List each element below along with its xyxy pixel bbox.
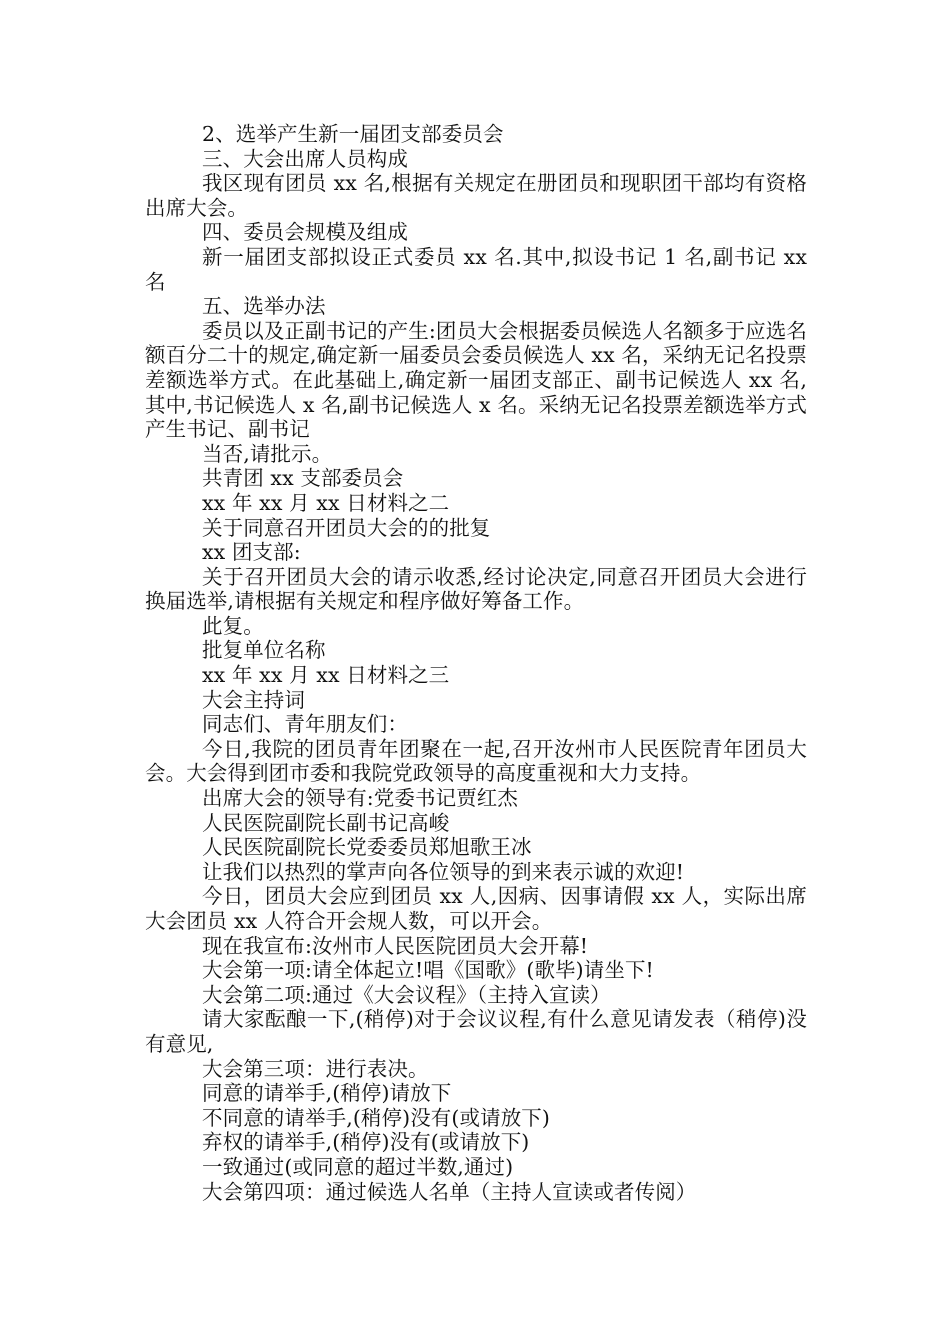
paragraph: 一致通过(或同意的超过半数,通过): [202, 1154, 514, 1179]
paragraph: 不同意的请举手,(稍停)没有(或请放下): [202, 1105, 551, 1130]
salutation: xx 团支部:: [202, 540, 301, 565]
paragraph: 我区现有团员 xx 名,根据有关规定在册团员和现职团干部均有资格出席大会。: [145, 171, 807, 220]
paragraph: 让我们以热烈的掌声向各位领导的到来表示诚的欢迎!: [202, 859, 685, 884]
paragraph: 今日，团员大会应到团员 xx 人,因病、因事请假 xx 人，实际出席大会团员 xx 人符合开会规人数，可以开会。: [145, 884, 807, 933]
paragraph: 当否,请批示。: [202, 441, 333, 466]
paragraph: 2、选举产生新一届团支部委员会: [202, 122, 504, 146]
signature-line: 共青团 xx 支部委员会: [202, 466, 404, 491]
paragraph: 出席大会的领导有:党委书记贾红杰: [202, 786, 519, 811]
paragraph: 大会第三项：进行表决。: [202, 1056, 429, 1081]
signature-line: 批复单位名称: [202, 638, 326, 663]
document-body: [145, 122, 807, 1204]
paragraph: 人民医院副院长副书记高峻: [202, 810, 450, 835]
paragraph: 人民医院副院长党委委员郑旭歌王冰: [202, 835, 532, 860]
paragraph: 大会第四项：通过候选人名单（主持人宣读或者传阅）: [202, 1179, 697, 1204]
document-title: 大会主持词: [202, 687, 305, 712]
section-heading: 四、委员会规模及组成: [202, 220, 408, 245]
paragraph: 新一届团支部拟设正式委员 xx 名.其中,拟设书记 1 名,副书记 xx 名: [145, 244, 807, 294]
paragraph: 关于召开团员大会的请示收悉,经讨论决定,同意召开团员大会进行换届选举,请根据有关规定和程序做好筹备工作。: [145, 564, 807, 614]
section-heading: 五、选举办法: [202, 294, 326, 319]
paragraph: 大会第一项:请全体起立!唱《国歌》(歌毕)请坐下!: [202, 958, 654, 983]
paragraph: 现在我宣布:汝州市人民医院团员大会开幕!: [202, 933, 589, 958]
paragraph: 今日,我院的团员青年团聚在一起,召开汝州市人民医院青年团员大会。大会得到团市委和我院党政领导的高度重视和大力支持。: [145, 736, 807, 786]
paragraph: 此复。: [202, 613, 264, 638]
paragraph: 大会第二项:通过《大会议程》（主持入宣读）: [202, 982, 611, 1007]
paragraph: 请大家酝酿一下,(稍停)对于会议议程,有什么意见请发表（稍停)没有意见,: [145, 1007, 807, 1056]
salutation: 同志们、青年朋友们：: [202, 712, 408, 737]
paragraph: 委员以及正副书记的产生:团员大会根据委员候选人名额多于应选名额百分二十的规定,确定新一届委员会委员候选人 xx 名，采纳无记名投票差额选举方式。在此基础上,确定新一届团支部正、副书记候选人 xx 名,其中,书记候选人 x 名,副书记候选人 x 名。采纳无记名投票差额选举方式产生书记、副书记: [145, 318, 807, 442]
date-line: xx 年 xx 月 xx 日材料之三: [202, 663, 450, 688]
section-heading: 三、大会出席人员构成: [202, 146, 408, 171]
paragraph: 同意的请举手,(稍停)请放下: [202, 1081, 452, 1106]
document-title: 关于同意召开团员大会的的批复: [202, 515, 491, 540]
paragraph: 弃权的请举手,(稍停)没有(或请放下): [202, 1130, 530, 1155]
date-line: xx 年 xx 月 xx 日材料之二: [202, 490, 450, 515]
